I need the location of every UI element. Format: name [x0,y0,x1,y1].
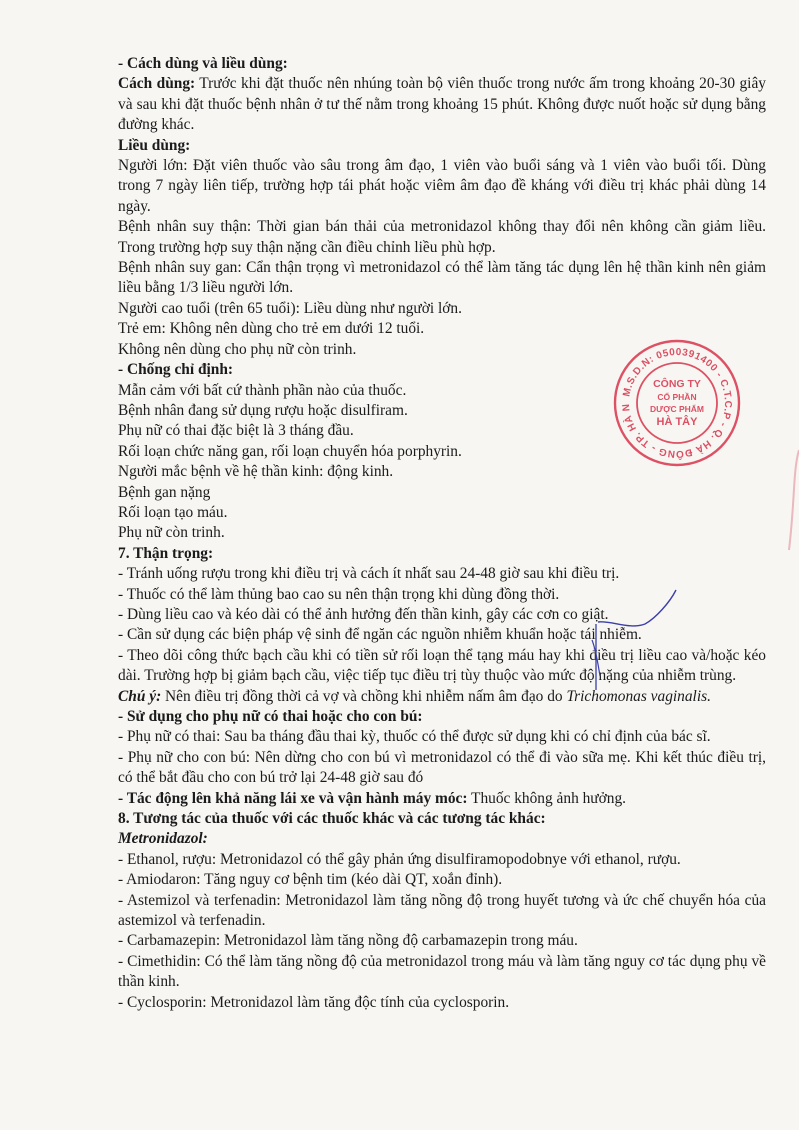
contraindication-item: Mẫn cảm với bất cứ thành phần nào của thuốc. [118,381,407,399]
interaction-item: - Ethanol, rượu: Metronidazol có thể gây phản ứng disulfiramopodobnye với ethanol, rượu. [118,850,681,868]
usage-how-label: Cách dùng: [118,75,196,93]
interactions-heading: 8. Tương tác của thuốc với các thuốc khác và các tương tác khác: [118,810,546,828]
document-page [118,54,766,1013]
interaction-item: - Cimethidin: Có thể làm tăng nồng độ của metronidazol trong máu và làm tăng nguy cơ tác dụng phụ về thần kinh. [118,952,766,991]
dose-line: Trẻ em: Không nên dùng cho trẻ em dưới 12 tuổi. [118,320,425,338]
pregnancy-item: - Phụ nữ có thai: Sau ba tháng đầu thai kỳ, thuốc có thể được sử dụng khi có chỉ định của bác sĩ. [118,728,711,746]
dose-line: Người lớn: Đặt viên thuốc vào sâu trong âm đạo, 1 viên vào buổi sáng và 1 viên vào buổi tối. Dùng trong 7 ngày liên tiếp, trường hợp tái phát hoặc viêm âm đạo đề kháng với điều trị khác phải dùng 14 ngày. [118,157,766,215]
driving-paragraph [118,789,766,809]
interaction-item: - Astemizol và terfenadin: Metronidazol làm tăng nồng độ trong huyết tương và ức chế chuyển hóa của astemizol và terfenadin. [118,891,766,930]
contraindication-item: Người mắc bệnh về hệ thần kinh: động kinh. [118,463,394,481]
pregnancy-heading: - Sử dụng cho phụ nữ có thai hoặc cho con bú: [118,708,423,725]
caution-item: - Dùng liều cao và kéo dài có thể ảnh hưởng đến thần kinh, gây các cơn co giật. [118,605,609,623]
caution-note-label: Chú ý: [118,687,162,705]
driving-text: Thuốc không ảnh hưởng. [467,789,627,807]
stamp-ring-text: M.S.D.N: 0500391400 - C.T.C.P - Q. HÀ ĐÔNG - TP. HÀ N [620,346,734,460]
dose-line: Người cao tuổi (trên 65 tuổi): Liều dùng như người lớn. [118,299,462,317]
edge-stain [785,440,799,560]
usage-how-text: Trước khi đặt thuốc nên nhúng toàn bộ viên thuốc trong nước ấm trong khoảng 20-30 giây và sau khi đặt thuốc bệnh nhân ở tư thế nằm trong khoảng 15 phút. Không được nuốt hoặc sử dụng bằng đường khác. [118,75,766,134]
dose-line: Không nên dùng cho phụ nữ còn trinh. [118,340,357,358]
caution-item: - Cần sử dụng các biện pháp vệ sinh để ngăn các nguồn nhiễm khuẩn hoặc tái nhiễm. [118,626,642,644]
contraindication-item: Phụ nữ còn trinh. [118,524,225,542]
interactions-subheading: Metronidazol: [118,830,208,848]
contraindication-item: Rối loạn tạo máu. [118,503,228,521]
caution-item: - Tránh uống rượu trong khi điều trị và cách ít nhất sau 24-48 giờ sau khi điều trị. [118,565,620,583]
stamp-line-2: CỔ PHẦN [657,392,697,402]
interaction-item: - Cyclosporin: Metronidazol làm tăng độc tính của cyclosporin. [118,993,510,1011]
dose-line: Bệnh nhân suy thận: Thời gian bán thải của metronidazol không thay đổi nên không cần giảm liều. Trong trường hợp suy thận nặng cần điều chỉnh liều phù hợp. [118,218,766,256]
contraindication-item: Phụ nữ có thai đặc biệt là 3 tháng đầu. [118,422,354,440]
driving-label: - Tác động lên khả năng lái xe và vận hành máy móc: [118,789,468,807]
caution-heading: 7. Thận trọng: [118,544,214,562]
dose-heading: Liều dùng: [118,136,191,154]
interaction-item: - Carbamazepin: Metronidazol làm tăng nồng độ carbamazepin trong máu. [118,932,578,950]
caution-item: - Theo dõi công thức bạch cầu khi có tiền sử rối loạn thể tạng máu hay khi điều trị liều cao và/hoặc kéo dài. Trường hợp bị giảm bạch cầu, việc tiếp tục điều trị tùy thuộc vào mức độ nặng của nhiễm trùng. [118,646,766,685]
caution-note-organism: Trichomonas vaginalis. [566,687,711,705]
contraindication-heading: - Chống chỉ định: [118,361,234,379]
usage-how-paragraph [118,74,766,135]
caution-note-text: Nên điều trị đồng thời cả vợ và chồng khi nhiễm nấm âm đạo do [161,687,567,705]
contraindication-item: Rối loạn chức năng gan, rối loạn chuyển hóa porphyrin. [118,442,462,460]
stamp-line-1: CÔNG TY [653,378,701,390]
dose-line: Bệnh nhân suy gan: Cẩn thận trọng vì metronidazol có thể làm tăng tác dụng lên hệ thần kinh nên giảm liều bằng 1/3 liều người lớn. [118,259,766,297]
interaction-item: - Amiodaron: Tăng nguy cơ bệnh tim (kéo dài QT, xoắn đỉnh). [118,871,503,889]
stamp-line-3: DƯỢC PHẨM [650,404,704,414]
usage-heading: - Cách dùng và liều dùng: [118,55,288,72]
pregnancy-item: - Phụ nữ cho con bú: Nên dừng cho con bú vì metronidazol có thể đi vào sữa mẹ. Khi kết thúc điều trị, có thể bắt đầu cho con bú trở lại 24-48 giờ sau đó [118,748,766,787]
contraindication-item: Bệnh gan nặng [118,483,211,501]
caution-item: - Thuốc có thể làm thủng bao cao su nên thận trọng khi dùng đồng thời. [118,585,560,603]
caution-note [118,687,766,707]
stamp-line-4: HÀ TÂY [656,416,698,428]
contraindication-item: Bệnh nhân đang sử dụng rượu hoặc disulfiram. [118,401,408,419]
